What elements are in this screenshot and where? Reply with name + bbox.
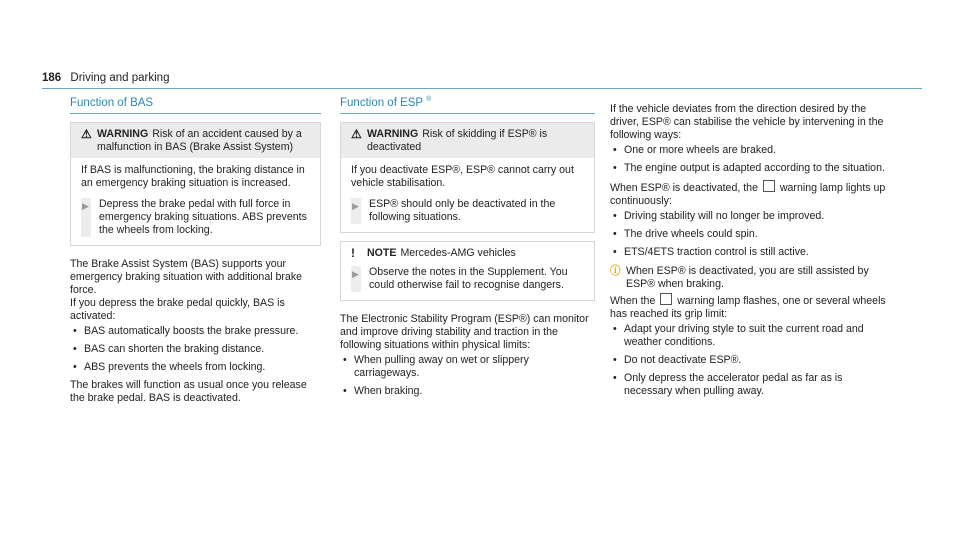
esp-heading: Function of ESP ® [340, 96, 595, 114]
paragraph: When the warning lamp flashes, one or several wheels has reached its grip limit: [610, 295, 886, 320]
warning-label: WARNING [367, 128, 419, 140]
list-item: • When pulling away on wet or slippery carriageways. [340, 354, 595, 380]
page-header [42, 72, 169, 85]
list-item: • ABS prevents the wheels from locking. [70, 361, 321, 374]
warning-triangle-icon: ⚠ [81, 127, 92, 141]
column-esp [340, 96, 595, 403]
note-label: NOTE [367, 247, 397, 259]
list-item: • BAS automatically boosts the brake pressure. [70, 325, 321, 338]
warning-body: If BAS is malfunctioning, the braking distance in an emergency braking situation is increased. [81, 164, 305, 189]
header-divider [42, 88, 922, 89]
section-title: Driving and parking [70, 72, 170, 84]
warning-label: WARNING [97, 128, 149, 140]
paragraph: The Electronic Stability Program (ESP®) can monitor and improve driving stability and traction in the following situations within physical limits: [340, 313, 589, 351]
warning-text: Risk of an accident caused by a malfunction in BAS (Brake Assist System) [97, 128, 302, 153]
warning-text: Risk of skidding if ESP® is deactivated [367, 128, 548, 153]
warning-action [351, 198, 584, 224]
bullet-list [610, 210, 892, 259]
column-esp-cont [610, 103, 892, 403]
warning-action [81, 198, 310, 237]
esp-lamp-icon [660, 293, 672, 305]
list-item: • BAS can shorten the braking distance. [70, 343, 321, 356]
warning-body: If you deactivate ESP®, ESP® cannot carry out vehicle stabilisation. [351, 164, 574, 189]
warning-action-text: Depress the brake pedal with full force in emergency braking situations. ABS prevents the wheels from locking. [99, 198, 307, 236]
action-arrow-icon: ▶ [82, 201, 89, 211]
list-item: • The engine output is adapted according to the situation. [610, 162, 892, 175]
info-note [610, 265, 892, 291]
list-item: • Do not deactivate ESP®. [610, 354, 892, 367]
bas-warning-box [70, 122, 321, 246]
info-text: When ESP® is deactivated, you are still assisted by ESP® when braking. [626, 265, 869, 290]
list-item: • Adapt your driving style to suit the current road and weather conditions. [610, 323, 892, 349]
list-item: • The drive wheels could spin. [610, 228, 892, 241]
bas-heading: Function of BAS [70, 96, 321, 114]
note-header [341, 242, 594, 264]
bullet-list [610, 323, 892, 398]
bullet-list [610, 144, 892, 175]
list-item: • Only depress the accelerator pedal as far as is necessary when pulling away. [610, 372, 892, 398]
info-icon: ⓘ [610, 265, 621, 277]
warning-header [341, 123, 594, 158]
list-item: • When braking. [340, 385, 595, 398]
warning-action-text: ESP® should only be deactivated in the following situations. [369, 198, 556, 223]
action-arrow-icon: ▶ [352, 201, 359, 211]
list-item: • One or more wheels are braked. [610, 144, 892, 157]
paragraph: If the vehicle deviates from the direction desired by the driver, ESP® can stabilise the vehicle by intervening in the following ways: [610, 103, 884, 141]
action-arrow-icon: ▶ [352, 269, 359, 279]
column-bas [70, 96, 321, 405]
exclamation-icon: ! [351, 246, 355, 260]
list-item: • Driving stability will no longer be improved. [610, 210, 892, 223]
esp-warning-box [340, 122, 595, 233]
esp-off-lamp-icon [763, 180, 775, 192]
note-text: Mercedes-AMG vehicles [400, 247, 516, 259]
list-item: • ETS/4ETS traction control is still active. [610, 246, 892, 259]
paragraph: When ESP® is deactivated, the warning lamp lights up continuously: [610, 182, 886, 207]
page-number: 186 [42, 72, 62, 84]
bullet-list [340, 354, 595, 398]
note-action-text: Observe the notes in the Supplement. You could otherwise fail to recognise dangers. [369, 266, 568, 291]
warning-triangle-icon: ⚠ [351, 127, 362, 141]
bullet-list [70, 325, 321, 374]
note-box [340, 241, 595, 301]
paragraph: If you depress the brake pedal quickly, BAS is activated: [70, 297, 285, 322]
warning-header [71, 123, 320, 158]
paragraph: The Brake Assist System (BAS) supports your emergency braking situation with additional brake force. [70, 258, 303, 296]
paragraph: The brakes will function as usual once you release the brake pedal. BAS is deactivated. [70, 379, 307, 404]
note-action [351, 266, 584, 292]
